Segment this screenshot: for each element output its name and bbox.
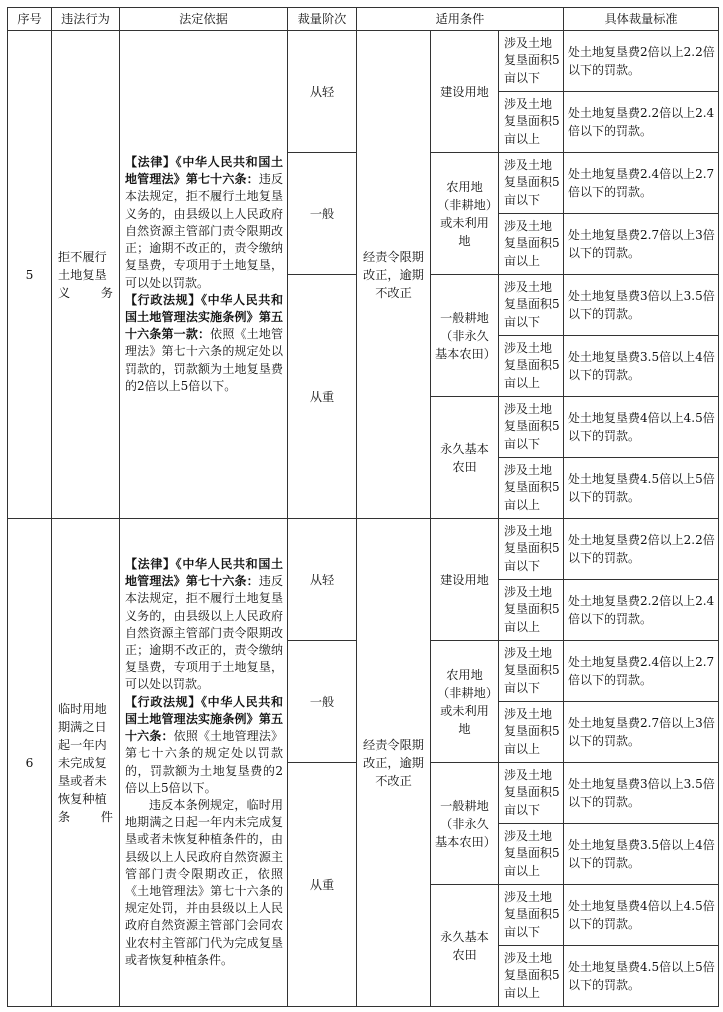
- violation-cell: 拒不履行土地复垦义务: [52, 31, 120, 519]
- condition-main: 经责令限期改正，逾期不改正: [357, 519, 431, 1007]
- penalty-standard: 处土地复垦费2.4倍以上2.7倍以下的罚款。: [564, 153, 719, 214]
- penalty-standard: 处土地复垦费3.5倍以上4倍以下的罚款。: [564, 336, 719, 397]
- table-row: [8, 519, 719, 580]
- legal-basis-cell: [120, 519, 288, 1007]
- penalty-standard: 处土地复垦费4.5倍以上5倍以下的罚款。: [564, 946, 719, 1007]
- row-number: 5: [8, 31, 52, 519]
- penalty-standard: 处土地复垦费2.2倍以上2.4倍以下的罚款。: [564, 580, 719, 641]
- law-text: 违反本法规定，拒不履行土地复垦义务的，由县级以上人民政府自然资源主管部门责令限期改正；逾期不改正的，责令缴纳复垦费，专项用于土地复垦，可以处以罚款。: [125, 172, 283, 290]
- law-tag: 【法律】《中华人民共和国土地管理法》第七十六条：: [125, 557, 283, 589]
- land-type: 一般耕地（非永久基本农田）: [431, 763, 499, 885]
- header-condition: 适用条件: [357, 8, 564, 31]
- land-type: 永久基本农田: [431, 397, 499, 519]
- area-condition: 涉及土地复垦面积5亩以下: [499, 519, 564, 580]
- regulation-text: 依照《土地管理法》第七十六条的规定处以罚款的，罚款额为土地复垦费的2倍以上5倍以下。: [125, 729, 283, 795]
- land-type: 农用地（非耕地）或未利用地: [431, 641, 499, 763]
- level-normal: 一般: [288, 641, 357, 763]
- header-no: 序号: [8, 8, 52, 31]
- penalty-standard: 处土地复垦费2.7倍以上3倍以下的罚款。: [564, 214, 719, 275]
- area-condition: 涉及土地复垦面积5亩以上: [499, 580, 564, 641]
- discretion-table: [7, 7, 719, 1007]
- area-condition: 涉及土地复垦面积5亩以下: [499, 641, 564, 702]
- header-violation: 违法行为: [52, 8, 120, 31]
- penalty-standard: 处土地复垦费3.5倍以上4倍以下的罚款。: [564, 824, 719, 885]
- area-condition: 涉及土地复垦面积5亩以上: [499, 92, 564, 153]
- level-light: 从轻: [288, 519, 357, 641]
- legal-basis-cell: [120, 31, 288, 519]
- area-condition: 涉及土地复垦面积5亩以上: [499, 336, 564, 397]
- area-condition: 涉及土地复垦面积5亩以下: [499, 153, 564, 214]
- area-condition: 涉及土地复垦面积5亩以上: [499, 214, 564, 275]
- violation-cell: 临时用地期满之日起一年内未完成复垦或者未恢复种植条件: [52, 519, 120, 1007]
- area-condition: 涉及土地复垦面积5亩以下: [499, 275, 564, 336]
- land-type: 建设用地: [431, 519, 499, 641]
- penalty-standard: 处土地复垦费2倍以上2.2倍以下的罚款。: [564, 31, 719, 92]
- header-basis: 法定依据: [120, 8, 288, 31]
- area-condition: 涉及土地复垦面积5亩以下: [499, 397, 564, 458]
- area-condition: 涉及土地复垦面积5亩以下: [499, 885, 564, 946]
- penalty-standard: 处土地复垦费4.5倍以上5倍以下的罚款。: [564, 458, 719, 519]
- regulation-tag: 【行政法规】《中华人民共和国土地管理法实施条例》第五十六条第一款：: [125, 292, 283, 342]
- law-tag: 【法律】《中华人民共和国土地管理法》第七十六条：: [125, 155, 283, 187]
- row-number: 6: [8, 519, 52, 1007]
- penalty-standard: 处土地复垦费2.2倍以上2.4倍以下的罚款。: [564, 92, 719, 153]
- law-text: 违反本法规定，拒不履行土地复垦义务的，由县级以上人民政府自然资源主管部门责令限期改正；逾期不改正的，责令缴纳复垦费，专项用于土地复垦，可以处以罚款。: [125, 574, 283, 692]
- area-condition: 涉及土地复垦面积5亩以下: [499, 31, 564, 92]
- penalty-standard: 处土地复垦费3倍以上3.5倍以下的罚款。: [564, 275, 719, 336]
- header-level: 裁量阶次: [288, 8, 357, 31]
- header-standard: 具体裁量标准: [564, 8, 719, 31]
- regulation-tag: 【行政法规】《中华人民共和国土地管理法实施条例》第五十六条：: [125, 694, 283, 744]
- level-heavy: 从重: [288, 275, 357, 519]
- penalty-standard: 处土地复垦费3倍以上3.5倍以下的罚款。: [564, 763, 719, 824]
- table-row: [8, 31, 719, 92]
- area-condition: 涉及土地复垦面积5亩以下: [499, 763, 564, 824]
- penalty-standard: 处土地复垦费2.7倍以上3倍以下的罚款。: [564, 702, 719, 763]
- level-heavy: 从重: [288, 763, 357, 1007]
- penalty-standard: 处土地复垦费4倍以上4.5倍以下的罚款。: [564, 397, 719, 458]
- area-condition: 涉及土地复垦面积5亩以上: [499, 702, 564, 763]
- level-light: 从轻: [288, 31, 357, 153]
- penalty-standard: 处土地复垦费2.4倍以上2.7倍以下的罚款。: [564, 641, 719, 702]
- regulation-text: 依照《土地管理法》第七十六条的规定处以罚款的，罚款额为土地复垦费的2倍以上5倍以下。: [125, 327, 283, 393]
- land-type: 永久基本农田: [431, 885, 499, 1007]
- penalty-standard: 处土地复垦费2倍以上2.2倍以下的罚款。: [564, 519, 719, 580]
- level-normal: 一般: [288, 153, 357, 275]
- area-condition: 涉及土地复垦面积5亩以上: [499, 824, 564, 885]
- penalty-standard: 处土地复垦费4倍以上4.5倍以下的罚款。: [564, 885, 719, 946]
- land-type: 一般耕地（非永久基本农田）: [431, 275, 499, 397]
- land-type: 农用地（非耕地）或未利用地: [431, 153, 499, 275]
- land-type: 建设用地: [431, 31, 499, 153]
- condition-main: 经责令限期改正，逾期不改正: [357, 31, 431, 519]
- area-condition: 涉及土地复垦面积5亩以上: [499, 458, 564, 519]
- header-row: [8, 8, 719, 31]
- regulation-extra-text: 违反本条例规定，临时用地期满之日起一年内未完成复垦或者未恢复种植条件的，由县级以上人民政府自然资源主管部门责令限期改正，依照《土地管理法》第七十六条的规定处罚，并由县级以上人民政府自然资源主管部门会同农业农村主管部门代为完成复垦或者恢复种植条件。: [125, 797, 283, 967]
- area-condition: 涉及土地复垦面积5亩以上: [499, 946, 564, 1007]
